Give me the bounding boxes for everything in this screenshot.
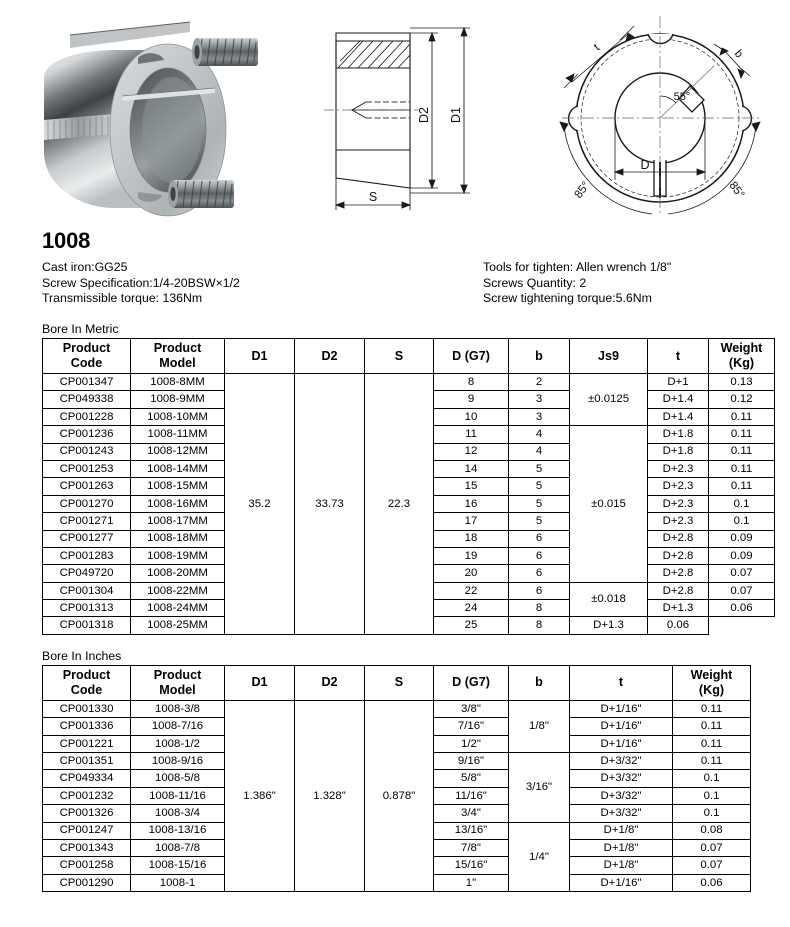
metric-cell-t: D+2.3: [648, 495, 709, 512]
metric-cell-d-g7: 16: [434, 495, 509, 512]
metric-cell-t: D+1.8: [648, 443, 709, 460]
metric-cell-d-g7: 14: [434, 460, 509, 477]
inch-cell-d-g7: 1/2": [434, 735, 509, 752]
metric-th-d1: D1: [225, 339, 295, 374]
inch-cell-d-g7: 5/8": [434, 770, 509, 787]
metric-cell-b: 6: [509, 547, 570, 564]
metric-cell-t: D+1.4: [648, 408, 709, 425]
metric-cell-product-code: CP001270: [43, 495, 131, 512]
inch-cell-d-g7: 1": [434, 874, 509, 891]
metric-header-row: [43, 339, 775, 374]
metric-cell-weight: 0.07: [709, 565, 775, 582]
metric-cell-b: 5: [509, 460, 570, 477]
grub-screw-upper: [192, 38, 258, 66]
metric-cell-product-model: 1008-12MM: [131, 443, 225, 460]
inch-table-body: [43, 700, 751, 891]
metric-cell-weight: 0.09: [709, 547, 775, 564]
metric-cell-weight: 0.11: [709, 460, 775, 477]
metric-cell-weight: 0.06: [709, 600, 775, 617]
metric-cell-product-model: 1008-25MM: [131, 617, 225, 634]
metric-cell-b: 5: [509, 478, 570, 495]
metric-cell-t: D+2.8: [648, 565, 709, 582]
inch-cell-d1: 1.386": [225, 700, 295, 891]
inch-cell-product-model: 1008-1/2: [131, 735, 225, 752]
spec-transmissible-torque: Transmissible torque: 136Nm: [42, 291, 203, 306]
metric-cell-weight: 0.11: [709, 426, 775, 443]
inch-cell-t: D+3/32": [570, 805, 673, 822]
inch-cell-product-code: CP049334: [43, 770, 131, 787]
metric-th-weight: Weight (Kg): [709, 339, 775, 374]
metric-cell-product-model: 1008-18MM: [131, 530, 225, 547]
inch-cell-d-g7: 15/16": [434, 857, 509, 874]
inch-cell-product-model: 1008-3/4: [131, 805, 225, 822]
metric-cell-d-g7: 25: [434, 617, 509, 634]
endview-label-b: b: [731, 47, 746, 61]
cross-section-drawing: [318, 0, 538, 228]
inch-cell-d-g7: 13/16": [434, 822, 509, 839]
inch-cell-d-g7: 9/16": [434, 753, 509, 770]
metric-cell-product-code: CP001243: [43, 443, 131, 460]
metric-cell-t: D+2.8: [648, 547, 709, 564]
inch-cell-t: D+1/8": [570, 839, 673, 856]
metric-cell-product-code: CP049338: [43, 391, 131, 408]
metric-th-t: t: [648, 339, 709, 374]
inch-th-b: b: [509, 665, 570, 700]
bush-3d-render: [10, 0, 310, 228]
inch-cell-d-g7: 3/4": [434, 805, 509, 822]
metric-cell-d-g7: 20: [434, 565, 509, 582]
metric-cell-weight: 0.07: [709, 582, 775, 599]
inch-cell-product-code: CP001290: [43, 874, 131, 891]
inch-cell-weight: 0.11: [673, 700, 751, 717]
metric-cell-d-g7: 19: [434, 547, 509, 564]
inch-th-d-g7: D (G7): [434, 665, 509, 700]
inch-th-product-model: Product Model: [131, 665, 225, 700]
metric-cell-d1: 35.2: [225, 374, 295, 635]
inch-cell-product-code: CP001351: [43, 753, 131, 770]
spec-screws-quantity: Screws Quantity: 2: [483, 275, 587, 290]
inch-cell-product-model: 1008-15/16: [131, 857, 225, 874]
inch-cell-product-code: CP001336: [43, 718, 131, 735]
metric-th-product-model: Product Model: [131, 339, 225, 374]
inch-cell-weight: 0.11: [673, 735, 751, 752]
metric-cell-product-model: 1008-14MM: [131, 460, 225, 477]
metric-cell-b: 5: [509, 495, 570, 512]
inch-cell-product-model: 1008-11/16: [131, 787, 225, 804]
metric-cell-d-g7: 17: [434, 513, 509, 530]
section-label-s: S: [368, 190, 378, 204]
endview-label-angle-left: 85°: [572, 179, 593, 201]
inch-cell-weight: 0.1: [673, 770, 751, 787]
drawings-strip: [0, 0, 790, 228]
inch-th-weight: Weight (Kg): [673, 665, 751, 700]
metric-cell-d-g7: 12: [434, 443, 509, 460]
inch-cell-t: D+1/16": [570, 700, 673, 717]
metric-cell-product-model: 1008-17MM: [131, 513, 225, 530]
endview-label-t: t: [591, 42, 603, 54]
metric-th-b: b: [509, 339, 570, 374]
inch-cell-t: D+1/16": [570, 718, 673, 735]
metric-cell-t: D+2.3: [648, 460, 709, 477]
metric-cell-product-model: 1008-24MM: [131, 600, 225, 617]
metric-cell-js9: ±0.0125: [570, 374, 648, 426]
inch-cell-weight: 0.11: [673, 753, 751, 770]
inch-cell-weight: 0.08: [673, 822, 751, 839]
metric-cell-product-model: 1008-11MM: [131, 426, 225, 443]
metric-cell-d-g7: 24: [434, 600, 509, 617]
section-label-d2: D2: [417, 107, 431, 123]
metric-cell-b: 6: [509, 582, 570, 599]
metric-th-d-g7: D (G7): [434, 339, 509, 374]
metric-cell-d-g7: 10: [434, 408, 509, 425]
metric-cell-weight: 0.1: [709, 495, 775, 512]
inch-cell-product-model: 1008-7/8: [131, 839, 225, 856]
inch-cell-product-code: CP001258: [43, 857, 131, 874]
endview-label-angle-right: 85°: [726, 179, 747, 201]
metric-cell-d-g7: 8: [434, 374, 509, 391]
metric-th-s: S: [365, 339, 434, 374]
inch-cell-product-model: 1008-5/8: [131, 770, 225, 787]
metric-cell-t: D+2.8: [648, 530, 709, 547]
end-view-drawing: [542, 0, 790, 228]
metric-cell-b: 4: [509, 426, 570, 443]
spec-screw-tightening-torque: Screw tightening torque:5.6Nm: [483, 291, 652, 306]
inch-cell-b: 3/16": [509, 753, 570, 823]
section-label-d1: D1: [449, 107, 463, 123]
inch-cell-product-code: CP001343: [43, 839, 131, 856]
inch-cell-t: D+1/16": [570, 874, 673, 891]
metric-cell-product-code: CP049720: [43, 565, 131, 582]
metric-th-js9: Js9: [570, 339, 648, 374]
table-row: [43, 700, 751, 717]
inch-cell-t: D+3/32": [570, 770, 673, 787]
metric-cell-weight: 0.11: [709, 478, 775, 495]
inch-cell-product-code: CP001232: [43, 787, 131, 804]
metric-cell-product-model: 1008-16MM: [131, 495, 225, 512]
metric-cell-weight: 0.1: [709, 513, 775, 530]
inch-cell-product-code: CP001247: [43, 822, 131, 839]
metric-cell-t: D+2.8: [648, 582, 709, 599]
inch-cell-weight: 0.06: [673, 874, 751, 891]
spec-column-left: [42, 260, 240, 307]
inch-table-caption: Bore In Inches: [42, 648, 122, 663]
metric-table-caption: Bore In Metric: [42, 322, 119, 336]
metric-cell-product-code: CP001313: [43, 600, 131, 617]
endview-label-d: D: [640, 158, 650, 172]
inch-th-product-code: Product Code: [43, 665, 131, 700]
inch-th-d2: D2: [295, 665, 365, 700]
metric-cell-d-g7: 18: [434, 530, 509, 547]
metric-cell-d-g7: 9: [434, 391, 509, 408]
inch-cell-b: 1/8": [509, 700, 570, 752]
metric-cell-b: 8: [509, 600, 570, 617]
inch-cell-d-g7: 3/8": [434, 700, 509, 717]
metric-cell-product-code: CP001228: [43, 408, 131, 425]
inch-cell-weight: 0.11: [673, 718, 751, 735]
metric-cell-b: 3: [509, 391, 570, 408]
metric-cell-product-model: 1008-10MM: [131, 408, 225, 425]
metric-cell-product-model: 1008-15MM: [131, 478, 225, 495]
metric-cell-b: 3: [509, 408, 570, 425]
metric-cell-t: D+1.4: [648, 391, 709, 408]
spec-material: Cast iron:GG25: [42, 260, 128, 274]
metric-cell-product-code: CP001253: [43, 460, 131, 477]
metric-cell-product-code: CP001236: [43, 426, 131, 443]
inch-th-t: t: [570, 665, 673, 700]
inch-cell-product-code: CP001330: [43, 700, 131, 717]
metric-cell-b: 6: [509, 530, 570, 547]
spec-screw-specification: Screw Specification:1/4-20BSW×1/2: [42, 275, 240, 290]
endview-label-angle-center: 55°: [673, 91, 691, 103]
metric-cell-d-g7: 11: [434, 426, 509, 443]
inch-th-s: S: [365, 665, 434, 700]
metric-cell-product-model: 1008-9MM: [131, 391, 225, 408]
metric-cell-product-code: CP001304: [43, 582, 131, 599]
metric-cell-d-g7: 15: [434, 478, 509, 495]
inch-cell-t: D+1/16": [570, 735, 673, 752]
metric-cell-t: D+1.3: [648, 600, 709, 617]
inch-cell-d-g7: 7/16": [434, 718, 509, 735]
metric-cell-t: D+2.3: [648, 513, 709, 530]
grub-screw-lower: [168, 180, 234, 208]
metric-cell-b: 6: [509, 565, 570, 582]
spec-block: [42, 260, 790, 322]
inch-header-row: [43, 665, 751, 700]
metric-cell-product-code: CP001271: [43, 513, 131, 530]
metric-cell-js9: ±0.018: [570, 582, 648, 617]
metric-cell-weight: 0.09: [709, 530, 775, 547]
metric-cell-product-model: 1008-19MM: [131, 547, 225, 564]
inch-cell-product-model: 1008-1: [131, 874, 225, 891]
metric-bore-table: [42, 338, 775, 635]
inch-bore-table: [42, 665, 751, 892]
metric-cell-t: D+1.3: [570, 617, 648, 634]
inch-cell-product-model: 1008-13/16: [131, 822, 225, 839]
inch-cell-d-g7: 7/8": [434, 839, 509, 856]
metric-cell-weight: 0.11: [709, 408, 775, 425]
metric-cell-product-code: CP001263: [43, 478, 131, 495]
inch-th-d1: D1: [225, 665, 295, 700]
metric-cell-product-model: 1008-20MM: [131, 565, 225, 582]
inch-cell-t: D+3/32": [570, 753, 673, 770]
inch-cell-t: D+1/8": [570, 822, 673, 839]
metric-cell-b: 2: [509, 374, 570, 391]
metric-cell-s: 22.3: [365, 374, 434, 635]
inch-cell-product-model: 1008-7/16: [131, 718, 225, 735]
spec-tools-for-tighten: Tools for tighten: Allen wrench 1/8": [483, 260, 672, 274]
inch-cell-d-g7: 11/16": [434, 787, 509, 804]
metric-th-d2: D2: [295, 339, 365, 374]
metric-cell-b: 5: [509, 513, 570, 530]
inch-cell-weight: 0.07: [673, 857, 751, 874]
metric-cell-t: D+2.3: [648, 478, 709, 495]
inch-cell-b: 1/4": [509, 822, 570, 892]
inch-cell-product-code: CP001221: [43, 735, 131, 752]
metric-cell-product-model: 1008-22MM: [131, 582, 225, 599]
inch-cell-product-model: 1008-3/8: [131, 700, 225, 717]
metric-cell-b: 8: [509, 617, 570, 634]
metric-cell-weight: 0.11: [709, 443, 775, 460]
metric-cell-product-model: 1008-8MM: [131, 374, 225, 391]
metric-cell-js9: ±0.015: [570, 426, 648, 583]
metric-cell-weight: 0.06: [648, 617, 709, 634]
inch-cell-weight: 0.07: [673, 839, 751, 856]
metric-cell-b: 4: [509, 443, 570, 460]
metric-cell-d-g7: 22: [434, 582, 509, 599]
metric-cell-t: D+1.8: [648, 426, 709, 443]
metric-cell-product-code: CP001347: [43, 374, 131, 391]
metric-cell-d2: 33.73: [295, 374, 365, 635]
metric-cell-product-code: CP001283: [43, 547, 131, 564]
inch-cell-d2: 1.328": [295, 700, 365, 891]
metric-th-product-code: Product Code: [43, 339, 131, 374]
inch-cell-weight: 0.1: [673, 805, 751, 822]
inch-cell-product-model: 1008-9/16: [131, 753, 225, 770]
metric-cell-product-code: CP001277: [43, 530, 131, 547]
metric-cell-product-code: CP001318: [43, 617, 131, 634]
page-title: 1008: [42, 228, 91, 253]
metric-cell-t: D+1: [648, 374, 709, 391]
metric-cell-weight: 0.13: [709, 374, 775, 391]
inch-cell-t: D+1/8": [570, 857, 673, 874]
metric-table-body: [43, 374, 775, 635]
table-row: [43, 374, 775, 391]
inch-cell-t: D+3/32": [570, 787, 673, 804]
inch-cell-product-code: CP001326: [43, 805, 131, 822]
metric-cell-weight: 0.12: [709, 391, 775, 408]
inch-cell-weight: 0.1: [673, 787, 751, 804]
inch-cell-s: 0.878": [365, 700, 434, 891]
spec-column-right: [483, 260, 671, 307]
